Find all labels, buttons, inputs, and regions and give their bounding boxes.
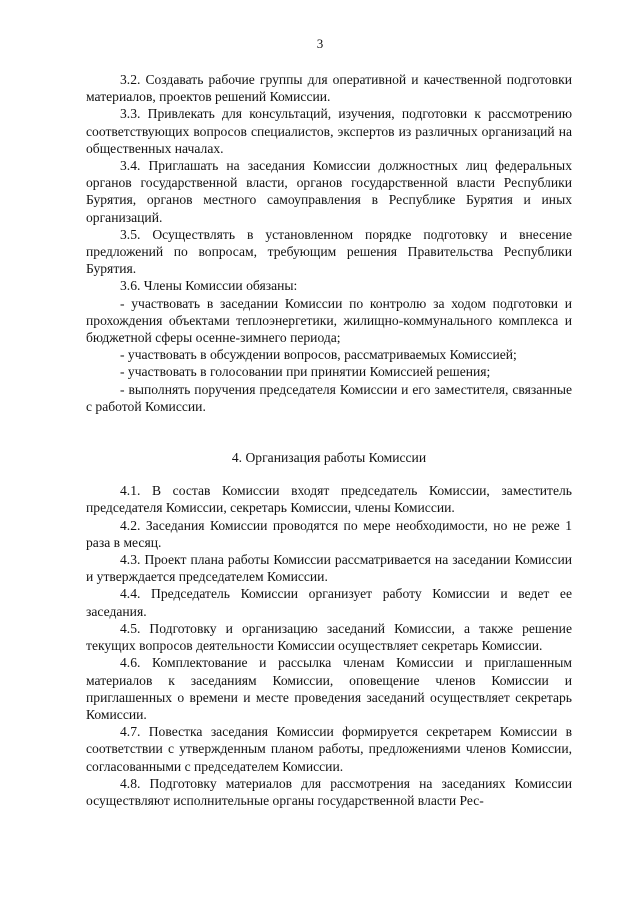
duty-item: - участвовать в обсуждении вопросов, рассматриваемых Комиссией; [120, 347, 517, 363]
section-heading: 4. Организация работы Комиссии [231, 450, 427, 466]
paragraph-4-6: 4.6. Комплектование и рассылка членам Комиссии и приглашенным материалов к заседаниям Комиссии, оповещение членов Комиссии и приглашенных о времени и месте проведения заседаний осуществляет секретарь Комиссии. [86, 655, 572, 722]
duty-item: - выполнять поручения председателя Комиссии и его заместителя, связанные с работой Комиссии. [86, 381, 572, 414]
page-number: 3 [316, 36, 324, 51]
document-body [86, 71, 572, 809]
paragraph-3-5: 3.5. Осуществлять в установленном порядке подготовку и внесение предложений по вопросам, требующим решения Правительства Республики Бурятия. [86, 226, 572, 277]
paragraph-4-3: 4.3. Проект плана работы Комиссии рассматривается на заседании Комиссии и утверждается председателем Комиссии. [86, 552, 572, 585]
paragraph-4-5: 4.5. Подготовку и организацию заседаний Комиссии, а также решение текущих вопросов деятельности Комиссии осуществляет секретарь Комиссии. [86, 620, 572, 654]
paragraph-4-4: 4.4. Председатель Комиссии организует работу Комиссии и ведет ее заседания. [86, 586, 572, 619]
duty-item: - участвовать в голосовании при принятии Комиссией решения; [120, 364, 491, 380]
paragraph-4-1: 4.1. В состав Комиссии входят председатель Комиссии, заместитель председателя Комиссии, секретарь Комиссии, члены Комиссии. [86, 483, 572, 516]
duty-item: - участвовать в заседании Комиссии по контролю за ходом подготовки и прохождения объектами теплоэнергетики, жилищно-коммунального комплекса и бюджетной сферы осенне-зимнего периода; [86, 295, 572, 346]
paragraph-3-3: 3.3. Привлекать для консультаций, изучения, подготовки к рассмотрению соответствующих вопросов специалистов, экспертов из различных организаций на общественных началах. [86, 106, 572, 156]
paragraph-4-8: 4.8. Подготовку материалов для рассмотрения на заседаниях Комиссии осуществляют исполнительные органы государственной власти Рес- [86, 775, 572, 808]
paragraph-4-2: 4.2. Заседания Комиссии проводятся по мере необходимости, но не реже 1 раза в месяц. [86, 517, 572, 550]
paragraph-4-7: 4.7. Повестка заседания Комиссии формируется секретарем Комиссии в соответствии с утвержденным планом работы, предложениями членов Комиссии, согласованными с председателем Комиссии. [86, 724, 572, 774]
paragraph-3-6: 3.6. Члены Комиссии обязаны: [120, 278, 298, 294]
paragraph-3-2: 3.2. Создавать рабочие группы для оперативной и качественной подготовки материалов, проектов решений Комиссии. [86, 72, 572, 105]
paragraph-3-4: 3.4. Приглашать на заседания Комиссии должностных лиц федеральных органов государственной власти, органов государственной власти Республики Бурятия, органов местного самоуправления в Республике Бурятия и иных организаций. [86, 158, 572, 225]
